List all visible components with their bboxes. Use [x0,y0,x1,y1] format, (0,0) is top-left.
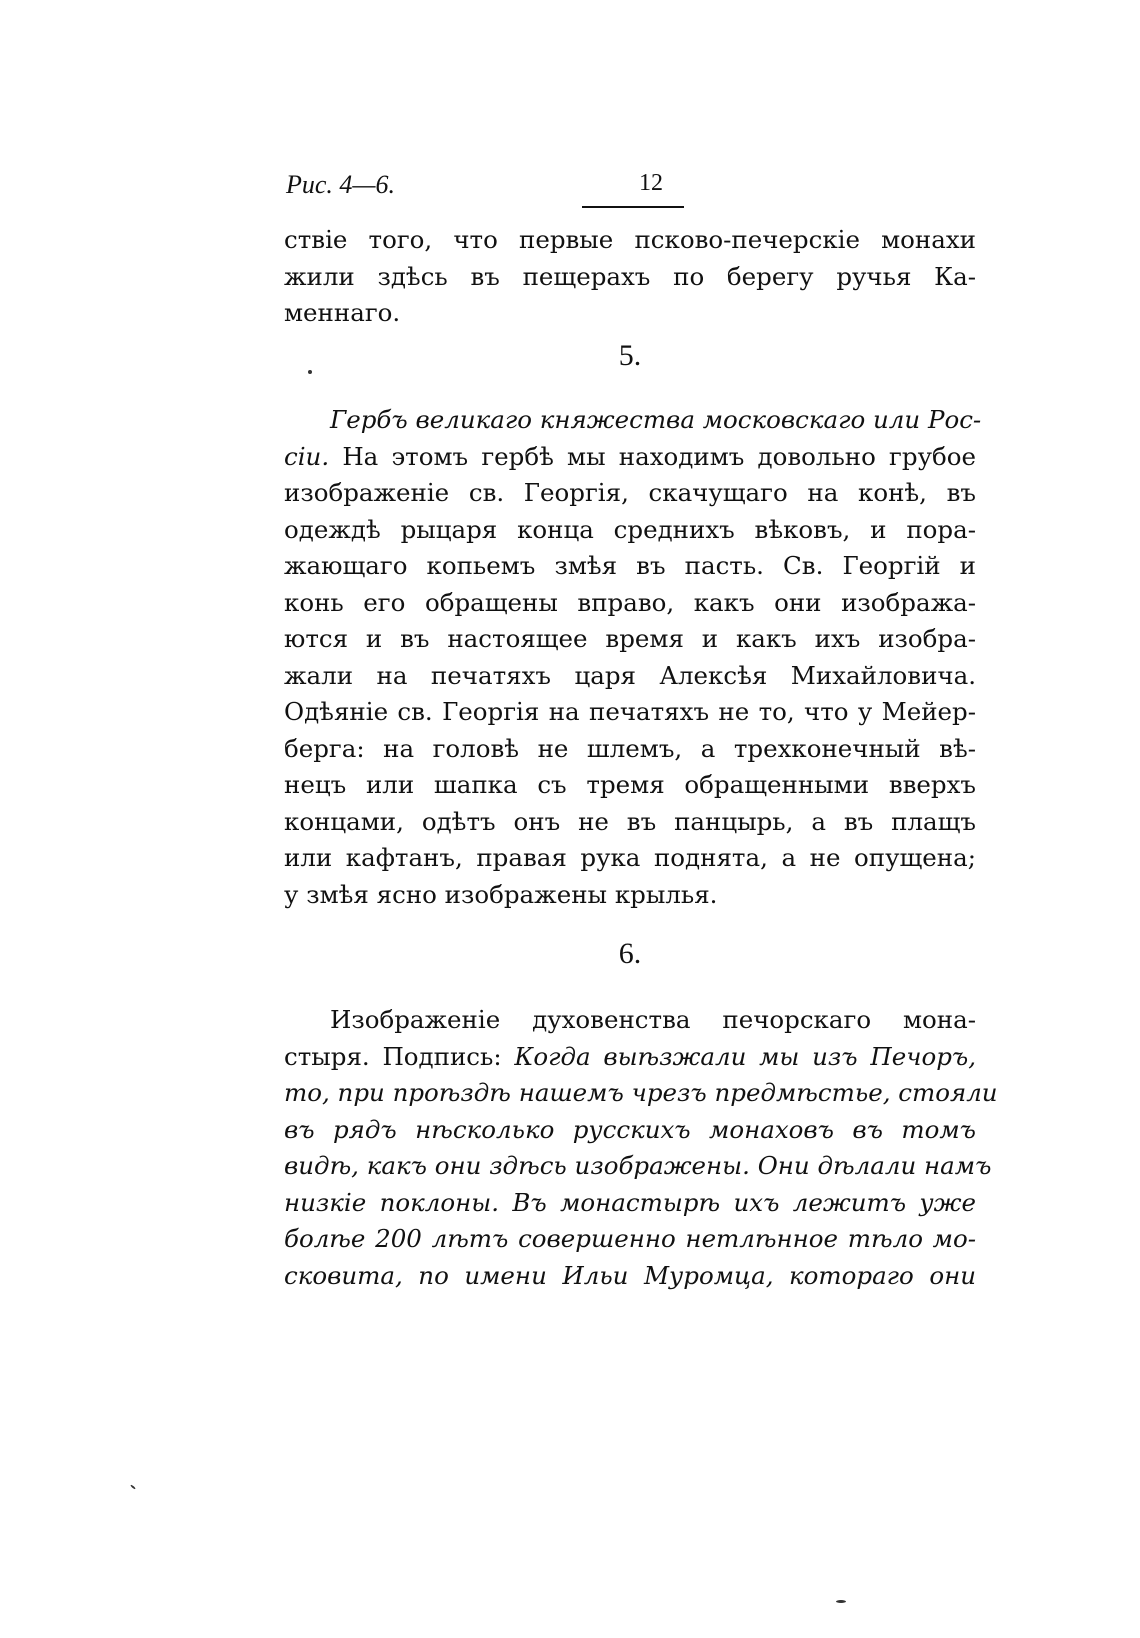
text-line: или кафтанъ, правая рука поднята, а не опущена; [284,843,976,872]
page-number-rule [582,206,684,208]
speck [836,1600,846,1603]
text-line: жили здѣсь въ пещерахъ по берегу ручья Ка- [284,261,976,291]
speck [130,1484,136,1489]
text-line: жающаго копьемъ змѣя въ пасть. Св. Георгій и [284,551,976,580]
caption-line: низкіе поклоны. Въ монастырѣ ихъ лежитъ уже [284,1187,976,1217]
text-line: конь его обращены вправо, какъ они изобража- [284,587,976,617]
text-line: Одѣяніе св. Георгія на печатяхъ не то, что у Мейер- [284,697,976,726]
page-header [286,170,972,210]
text-line: берга: на головѣ не шлемъ, а трехконечный вѣ- [284,733,976,763]
text-line: меннаго. [284,298,401,327]
section-5-number: 5. [618,339,642,372]
text-line: ются и въ настоящее время и какъ ихъ изобра- [284,624,976,653]
caption-line: видѣ, какъ они здѣсь изображены. Они дѣлали намъ [284,1151,992,1180]
section-5-body [284,402,982,913]
text-fragment: стыря. Подпись: [284,1041,502,1071]
caption-line: болѣе 200 лѣтъ совершенно нетлѣнное тѣло мо- [284,1224,976,1253]
page-number: 12 [639,170,663,196]
text-line: Изображеніе духовенства печорскаго мона- [330,1005,976,1034]
text-line [284,439,976,476]
text-line [284,1039,976,1076]
speck [308,370,312,374]
caption-line: то, при проѣздѣ нашемъ чрезъ предмѣстье, стояли [284,1078,998,1107]
text-line: нецъ или шапка съ тремя обращенными вверхъ [284,770,976,799]
caption-line: въ рядъ нѣсколько русскихъ монаховъ въ томъ [284,1114,976,1144]
text-line: у змѣя ясно изображены крылья. [284,879,718,909]
section-6-body [284,1002,998,1294]
section-5-title: Гербъ великаго княжества московскаго или Рос- [330,405,982,434]
text-line: одеждѣ рыцаря конца среднихъ вѣковъ, и пора- [284,514,976,544]
text-line: концами, одѣтъ онъ не въ панцырь, а въ плащъ [284,806,976,836]
text-line: ствіе того, что первые псково-печерскіе монахи [284,225,976,254]
text-line: изображеніе св. Георгія, скачущаго на конѣ, въ [284,478,976,507]
text-line: жали на печатяхъ царя Алексѣя Михайловича. [284,660,976,690]
text-fragment: На этомъ гербѣ мы находимъ довольно грубое [342,441,976,471]
caption-line: сковита, по имени Ильи Муромца, котораго они [284,1260,976,1290]
section-5-title-end: сіи. [284,441,330,471]
section-6-number: 6. [618,937,642,970]
caption-quote-start: Когда выѣзжали мы изъ Печоръ, [514,1041,976,1071]
figure-reference: Рис. 4—6. [286,170,396,199]
continuation-paragraph [284,222,976,332]
